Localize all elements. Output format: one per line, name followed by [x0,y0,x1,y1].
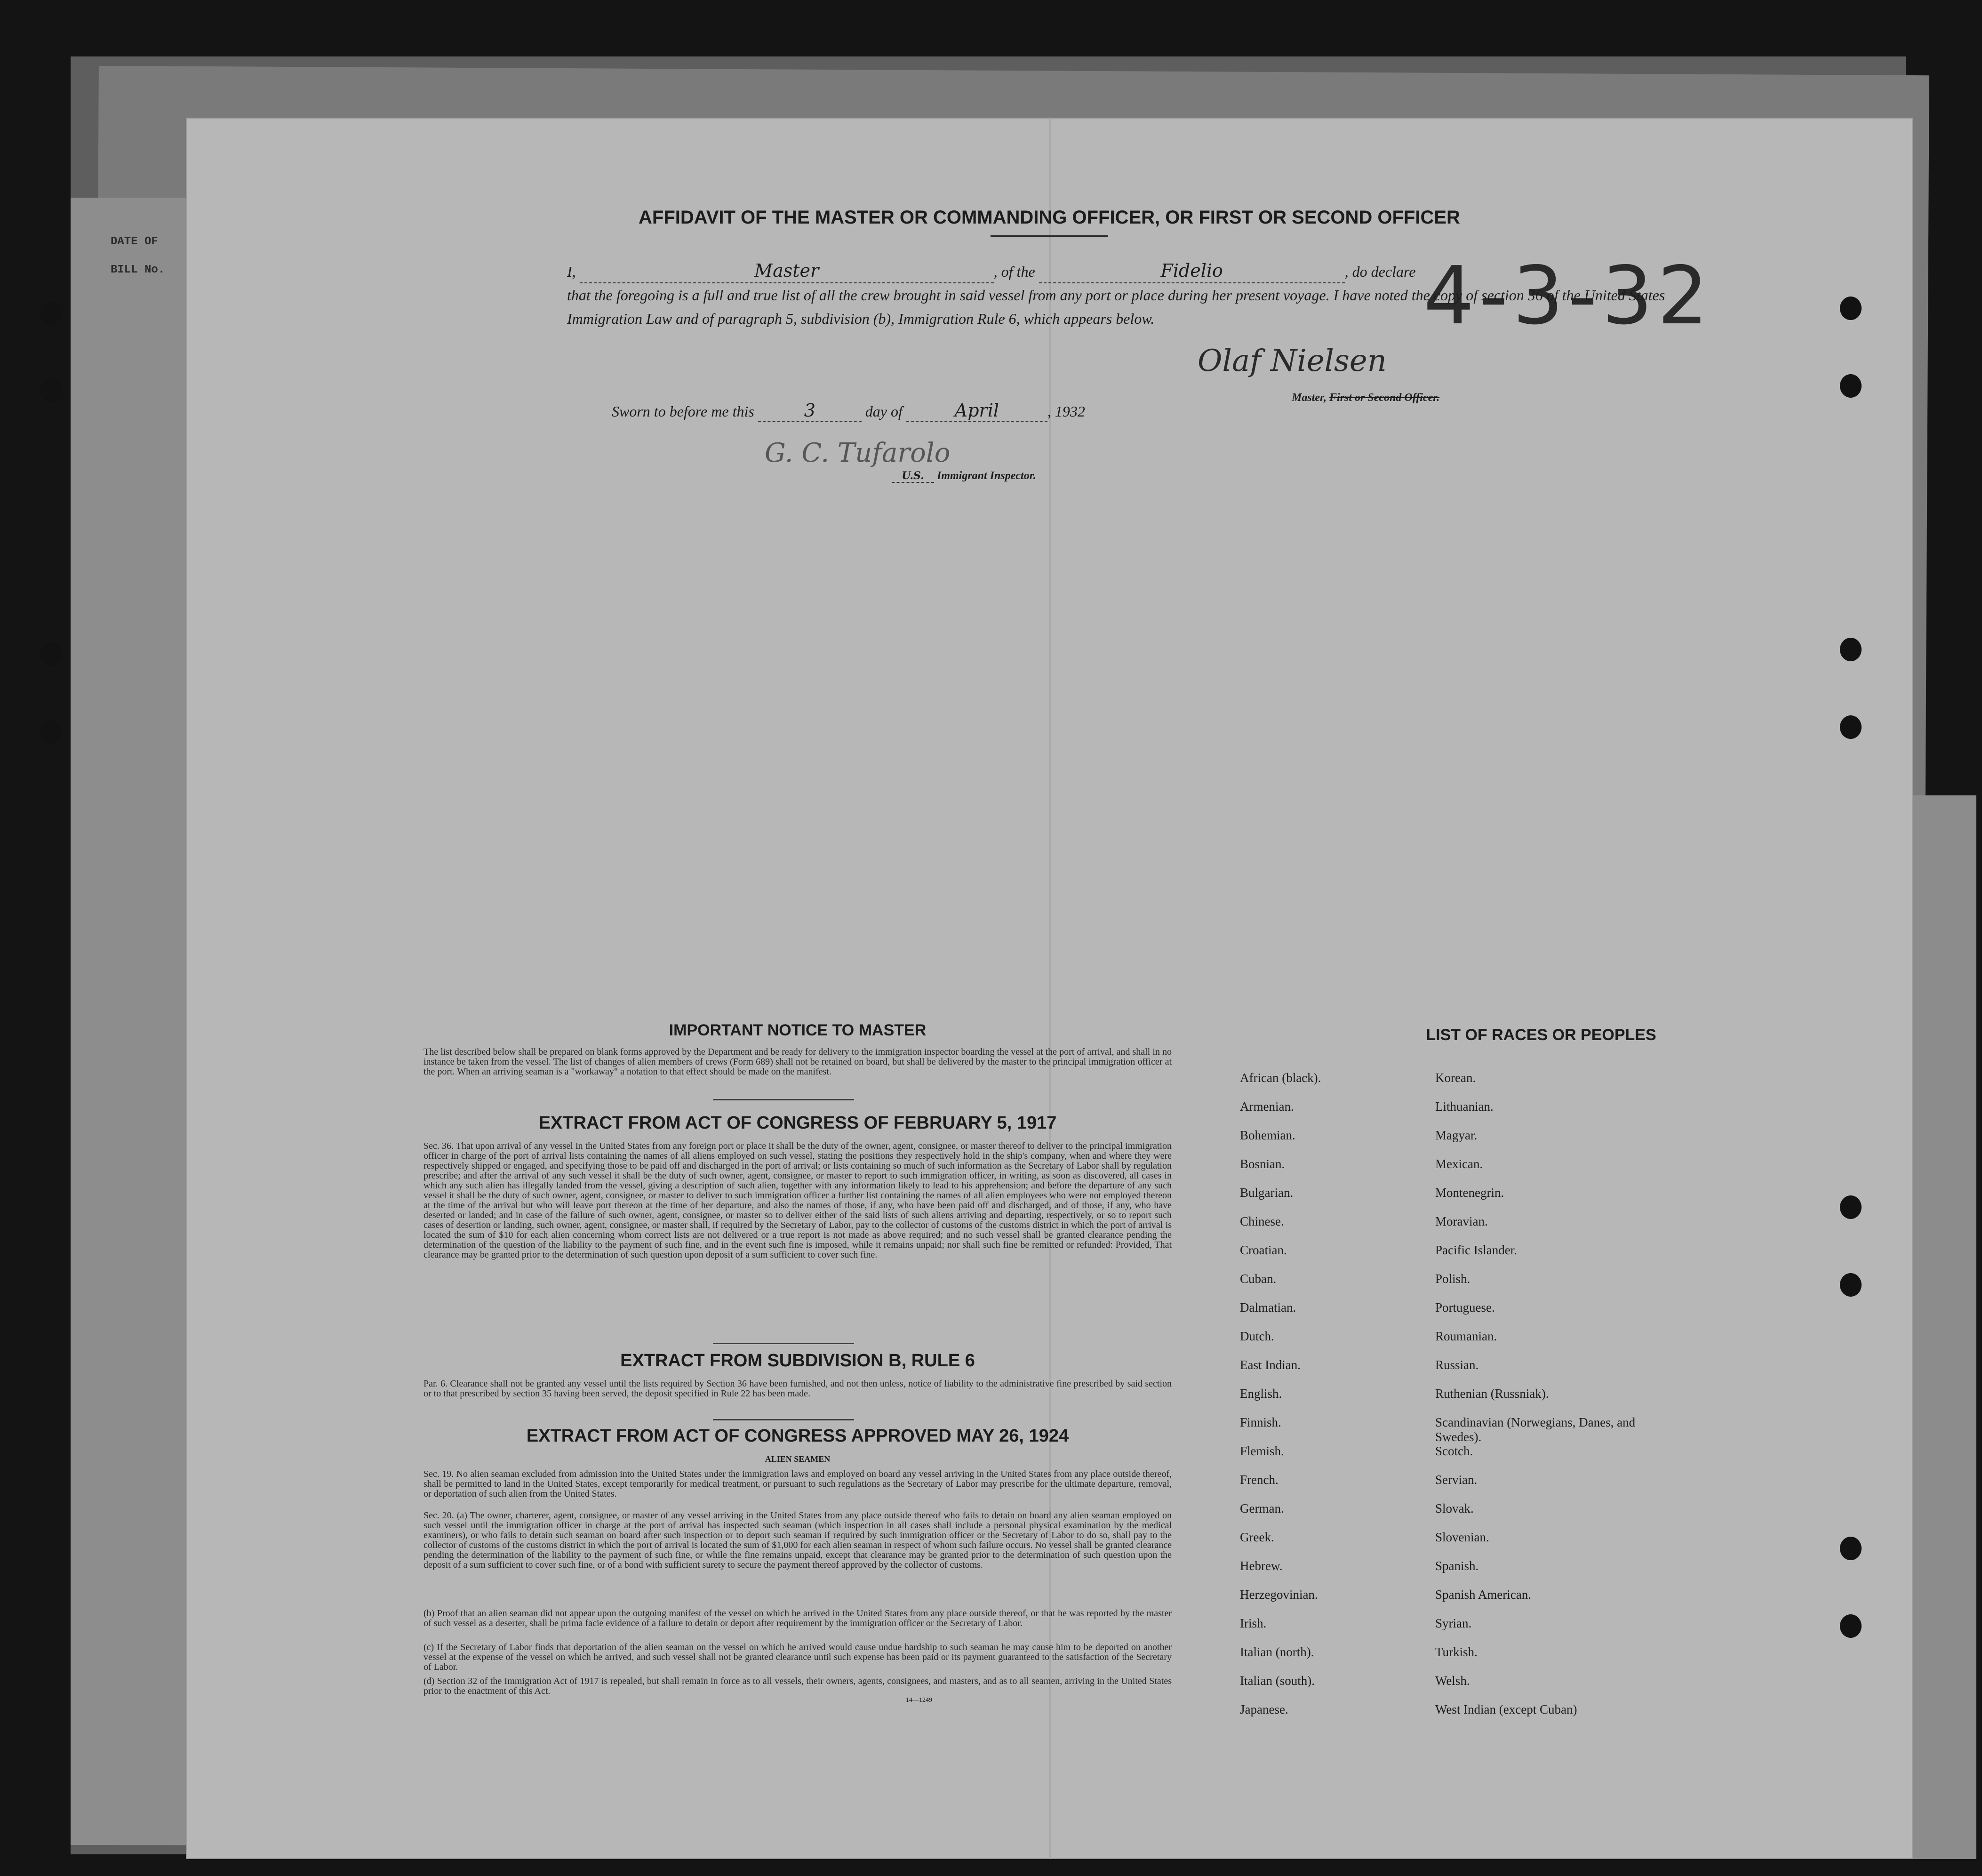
race-item: Cuban. [1240,1272,1277,1286]
vessel-name-field: Fidelio [1039,259,1345,283]
race-item: Slovak. [1435,1501,1474,1515]
sworn-day: 3 [758,400,862,422]
race-item: Armenian. [1240,1099,1294,1114]
race-item: Flemish. [1240,1444,1284,1458]
page-fold [1049,118,1051,1859]
do-declare-label: , do declare [1344,263,1416,280]
race-item: Magyar. [1435,1128,1478,1142]
race-item: Servian. [1435,1473,1478,1487]
left-stamp-date: DATE OF [111,235,158,248]
extract-1924-sec20c: (c) If the Secretary of Labor finds that deportation of the alien seaman on the vessel on which he arrived would cause undue hardship to such seaman he may cause him to be deported on another vessel at the expense of the vessel on which he arrived, and such vessel shall not be granted clearance until such expense has been paid or its payment guaranteed to the satisfaction of the Secretary of Labor. [424,1642,1172,1672]
left-stamp-bill: BILL No. [111,264,165,276]
punch-hole [1840,1273,1862,1297]
master-caption: Master, First or Second Officer. [1292,392,1440,404]
race-item: Russian. [1435,1358,1479,1372]
extract-1924-sec19: Sec. 19. No alien seaman excluded from admission into the United States under the immigration laws and employed on board any vessel arriving in the United States from any place outside thereof, shall be permitted to land in the United States, except temporarily for medical treatment, or pursuant to such regulations as the Secretary of Labor may prescribe for the ultimate departure, removal, or deportation of such alien from the United States. [424,1469,1172,1499]
race-item: French. [1240,1473,1279,1487]
race-item: Scotch. [1435,1444,1473,1458]
races-column-2 [1435,1071,1656,1731]
sworn-line [612,400,1085,422]
inspector-caption: U.S. Immigrant Inspector. [892,470,1036,483]
title-rule [991,235,1108,237]
race-item: Scandinavian (Norwegians, Danes, and Swedes). [1435,1415,1636,1444]
punch-hole [40,301,62,325]
punch-hole [1840,715,1862,739]
races-title: LIST OF RACES OR PEOPLES [1426,1026,1656,1044]
race-item: Herzegovinian. [1240,1587,1318,1602]
race-item: Moravian. [1435,1214,1488,1228]
race-item: Turkish. [1435,1645,1478,1659]
notice-title: IMPORTANT NOTICE TO MASTER [669,1021,927,1039]
race-item: Chinese. [1240,1214,1284,1228]
punch-hole [1840,638,1862,661]
extract-1924-title: EXTRACT FROM ACT OF CONGRESS APPROVED MAY 26, 1924 [526,1426,1069,1446]
master-signature: Olaf Nielsen [1198,344,1387,378]
inspector-signature: G. C. Tufarolo [765,438,951,468]
underlying-page-edge [71,198,193,1845]
extract-1917-rule [713,1343,854,1344]
race-item: African (black). [1240,1071,1321,1085]
affidavit-title: AFFIDAVIT OF THE MASTER OR COMMANDING OFFICER, OR FIRST OR SECOND OFFICER [639,207,1460,228]
race-item: English. [1240,1387,1282,1401]
race-item: Dutch. [1240,1329,1274,1343]
race-item: Bosnian. [1240,1157,1285,1171]
race-item: Bulgarian. [1240,1186,1294,1200]
extract-1917-title: EXTRACT FROM ACT OF CONGRESS OF FEBRUARY 5, 1917 [538,1113,1057,1133]
punch-hole [40,379,62,402]
races-column-1 [1240,1071,1438,1731]
race-item: German. [1240,1501,1284,1515]
subdivision-b-text: Par. 6. Clearance shall not be granted any vessel until the lists required by Section 36 have been furnished, and not then unless, notice of liability to the administrative fine prescribed by said section or to that prescribed by section 35 having been served, the deposit specified in Rule 22 has been made. [424,1379,1172,1399]
punch-hole [40,642,62,666]
of-the-label: , of the [993,263,1035,280]
extract-1924-sec20b: (b) Proof that an alien seaman did not appear upon the outgoing manifest of the vessel on which he arrived in the United States from any place outside thereof, or that he was reported by the master of such vessel as a deserter, shall be prima facie evidence of a failure to detain or deport after requirement by the immigration officer or the Secretary of Labor. [424,1608,1172,1628]
punch-hole [1840,1195,1862,1219]
race-item: Roumanian. [1435,1329,1497,1343]
year-prefix: , 193 [1047,403,1078,420]
race-item: West Indian (except Cuban) [1435,1702,1577,1716]
day-of-label: day of [865,403,903,420]
race-item: Japanese. [1240,1702,1288,1716]
race-item: Welsh. [1435,1674,1470,1688]
punch-hole [1840,1614,1862,1638]
punch-hole [1840,1537,1862,1560]
race-item: Spanish American. [1435,1587,1531,1602]
race-item: Syrian. [1435,1616,1472,1630]
race-item: Hebrew. [1240,1559,1283,1573]
alien-seamen-subtitle: ALIEN SEAMEN [765,1454,831,1464]
subdivision-b-rule [713,1419,854,1420]
declaration-text: that the foregoing is a full and true list of all the crew brought in said vessel from any port or place during her present voyage. I have noted the copy of section 36 of the United States Immigration Law and of paragraph 5, subdivision (b), Immigration Rule 6, which appears below. [567,287,1665,327]
year-suffix: 2 [1077,403,1085,420]
race-item: East Indian. [1240,1358,1301,1372]
race-item: Ruthenian (Russniak). [1435,1387,1549,1401]
notice-text: The list described below shall be prepared on blank forms approved by the Department and be ready for delivery to the immigration inspector boarding the vessel at the port of arrival, and shall in no instance be taken from the vessel. The list of changes of alien members of crews (Form 689) shall not be retained on board, but shall be delivered by the master to the principal immigration officer at the port. When an arriving seaman is a "workaway" a notation to that effect should be made on the manifest. [424,1047,1172,1077]
punch-hole [1840,297,1862,320]
extract-1924-sec20d: (d) Section 32 of the Immigration Act of 1917 is repealed, but shall remain in force as to all vessels, their owners, agents, consignees, and masters, and as to all seamen, arriving in the United States prior to the enactment of this Act. [424,1676,1172,1696]
subdivision-b-title: EXTRACT FROM SUBDIVISION B, RULE 6 [620,1351,975,1371]
race-item: Slovenian. [1435,1530,1489,1544]
punch-hole [40,720,62,744]
race-item: Mexican. [1435,1157,1483,1171]
race-item: Spanish. [1435,1559,1479,1573]
handwritten-date: 4-3-32 [1423,249,1713,343]
race-item: Bohemian. [1240,1128,1295,1142]
race-item: Lithuanian. [1435,1099,1494,1114]
notice-rule [713,1099,854,1100]
sworn-month: April [906,400,1047,422]
race-item: Irish. [1240,1616,1267,1630]
race-item: Dalmatian. [1240,1300,1296,1315]
form-number: 14—1249 [906,1697,932,1704]
race-item: Croatian. [1240,1243,1287,1257]
race-item: Pacific Islander. [1435,1243,1517,1257]
race-item: Italian (north). [1240,1645,1314,1659]
race-item: Portuguese. [1435,1300,1495,1315]
declaration [567,259,1696,330]
race-item: Finnish. [1240,1415,1281,1429]
race-item: Greek. [1240,1530,1274,1544]
affidavit-page [186,118,1913,1859]
race-item: Polish. [1435,1272,1471,1286]
master-name-field: Master [580,259,994,283]
punch-hole [1840,374,1862,398]
sworn-prefix: Sworn to before me this [612,403,754,420]
extract-1917-text: Sec. 36. That upon arrival of any vessel in the United States from any foreign port or place it shall be the duty of the owner, agent, consignee, or master thereof to deliver to the principal immigration officer in charge of the port of arrival lists containing the names of all aliens employed on such vessel, stating the positions they respectively hold in the ship's company, when and where they were respectively shipped or engaged, and specifying those to be paid off and discharged in the port of arrival; or lists containing so much of such information as the Secretary of Labor shall by regulation prescribe; and after the arrival of any such vessel it shall be the duty of such owner, agent, consignee, or master to report to such immigration officer, in writing, as soon as discovered, all cases in which any such alien has illegally landed from the vessel, giving a description of such alien, together with any information likely to lead to his apprehension; and before the departure of any such vessel it shall be the duty of such owner, agent, consignee, or master to deliver to such immigration officer a further list containing the names of all alien employees who were not employed thereon at the time of the arrival but who will leave port thereon at the time of her departure, and also the names of those, if any, who have been paid off and discharged, and of those, if any, who have deserted or landed; and in case of the failure of such owner, agent, consignee, or master so to deliver either of the said lists of such aliens arriving and departing, respectively, or so to report such cases of desertion or landing, such owner, agent, consignee, or master shall, if required by the Secretary of Labor, pay to the collector of customs of the customs district in which the port of arrival is located the sum of $10 for each alien concerning whom correct lists are not delivered or a true report is not made as above required; and no such vessel shall be granted clearance pending the determination of the question of the liability to the payment of such fine, and in the event such fine is imposed, while it remains unpaid; nor shall such fine be remitted or refunded: Provided, That clearance may be granted prior to the determination of such question upon deposit of a sum sufficient to cover such fine. [424,1141,1172,1260]
race-item: Italian (south). [1240,1674,1315,1688]
race-item: Montenegrin. [1435,1186,1504,1200]
i-label: I, [567,263,576,280]
race-item: Korean. [1435,1071,1476,1085]
extract-1924-sec20a: Sec. 20. (a) The owner, charterer, agent, consignee, or master of any vessel arriving in the United States from any place outside thereof who fails to detain on board any alien seaman employed on such vessel until the immigration officer in charge at the port of arrival has inspected such seaman (which inspection in all cases shall include a personal physical examination by the medical examiners), or who fails to detain such seaman on board after such inspection or to deport such seaman if required by such immigration officer or the Secretary of Labor to do so, shall pay to the collector of customs of the customs district in which the port of arrival is located the sum of $1,000 for each alien seaman in respect of whom such failure occurs. No vessel shall be granted clearance pending the determination of the liability to the payment of such fine, or while the fine remains unpaid, except that clearance may be granted prior to the determination of such question upon the deposit of a sum sufficient to cover such fine, or of a bond with sufficient surety to secure the payment thereof approved by the collector of customs. [424,1510,1172,1570]
